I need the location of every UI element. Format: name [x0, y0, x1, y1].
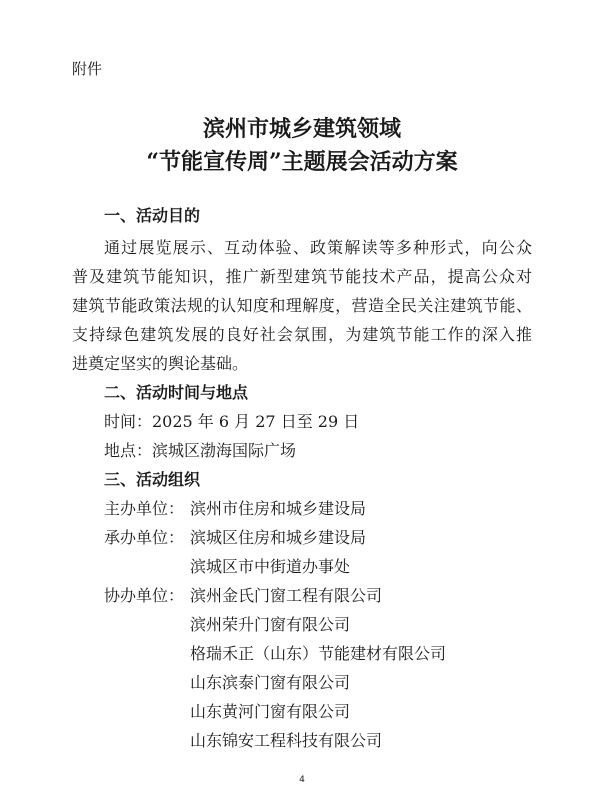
page-number: 4	[299, 775, 305, 785]
co-organizer-label: 协办单位：	[104, 586, 185, 605]
co-organizer-name: 山东滨泰门窗有限公司	[190, 673, 351, 692]
paragraph-line: 普及建筑节能知识，推广新型建筑节能技术产品，提高公众对	[72, 267, 532, 286]
paragraph-line: 进奠定坚实的舆论基础。	[72, 354, 249, 373]
paragraph-line: 通过展览展示、互动体验、政策解读等多种形式，向公众	[104, 238, 532, 257]
co-organizer-name: 山东锦安工程科技有限公司	[190, 731, 383, 750]
document-title-line-2: “节能宣传周”主题展会活动方案	[146, 149, 458, 175]
co-organizer-name: 滨州金氏门窗工程有限公司	[190, 586, 383, 605]
section-heading-time-place: 二、活动时间与地点	[104, 383, 249, 402]
section-heading-purpose: 一、活动目的	[104, 206, 201, 225]
paragraph-line: 建筑节能政策法规的认知度和理解度，营造全民关注建筑节能、	[72, 296, 532, 315]
organizer-name: 滨城区市中街道办事处	[190, 557, 351, 576]
attachment-label: 附件	[72, 60, 103, 78]
host-label: 主办单位：	[104, 499, 185, 518]
document-title-line-1: 滨州市城乡建筑领域	[202, 116, 401, 142]
organizer-label: 承办单位：	[104, 528, 185, 547]
paragraph-line: 支持绿色建筑发展的良好社会氛围，为建筑节能工作的深入推	[72, 325, 532, 344]
organizer-name: 滨城区住房和城乡建设局	[190, 528, 367, 547]
event-place: 地点：滨城区渤海国际广场	[104, 441, 297, 460]
co-organizer-name: 滨州荣升门窗有限公司	[190, 615, 351, 634]
host-name: 滨州市住房和城乡建设局	[190, 499, 367, 518]
co-organizer-name: 山东黄河门窗有限公司	[190, 702, 351, 721]
co-organizer-name: 格瑞禾正（山东）节能建材有限公司	[190, 644, 447, 663]
section-heading-organization: 三、活动组织	[104, 470, 201, 489]
event-time: 时间：2025 年 6 月 27 日至 29 日	[104, 412, 360, 431]
